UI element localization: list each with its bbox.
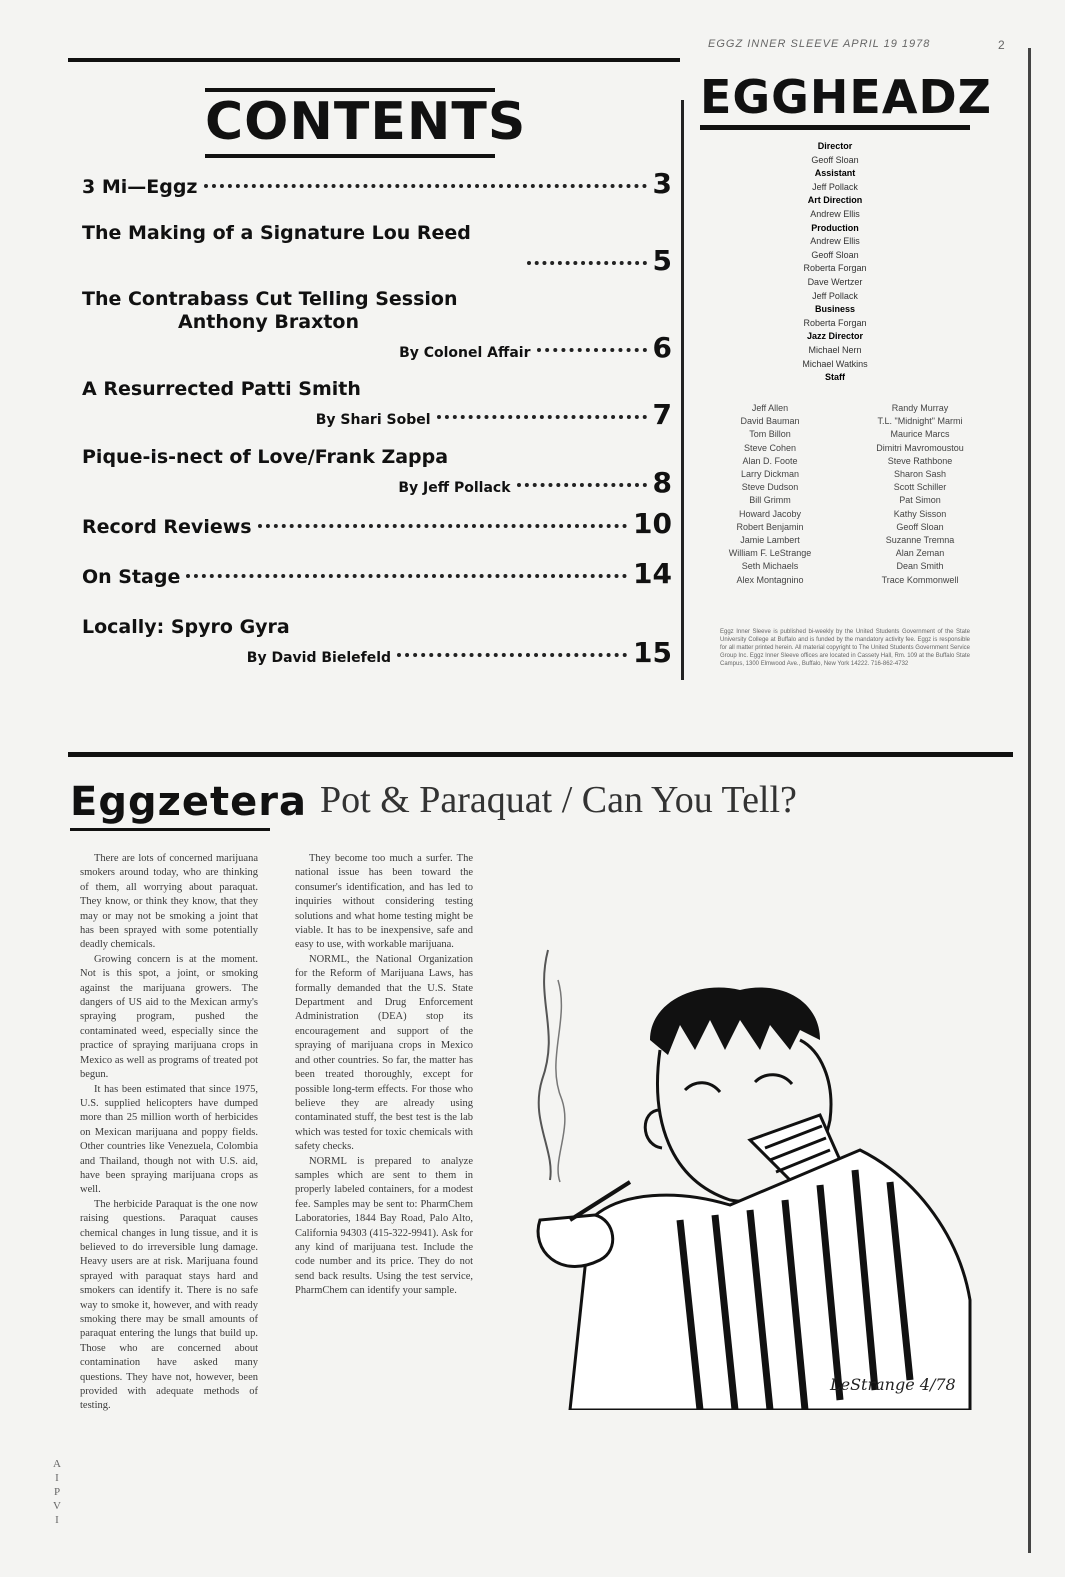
contents-title: CONTENTS [205,88,495,158]
staff-name: Seth Michaels [741,561,799,572]
staff-line: Staff [825,372,845,383]
toc-leader [258,524,627,528]
staff-name: Maurice Marcs [890,429,950,440]
toc-entry[interactable] [82,507,672,540]
toc-page-number: 7 [652,397,672,431]
staff-name: Jamie Lambert [740,535,800,546]
toc-leader [517,483,647,487]
toc-entry[interactable] [82,378,672,429]
staff-column-left [700,402,840,587]
staff-name: Alex Montagnino [736,574,804,585]
hair [650,987,820,1055]
staff-column-right [850,402,990,587]
staff-name: Kathy Sisson [893,508,947,519]
staff-line: Geoff Sloan [811,154,859,165]
toc-entry[interactable] [82,557,672,590]
staff-line: Andrew Ellis [810,236,860,247]
top-rule [68,58,680,62]
article-paragraph: NORML, the National Organization for the Reform of Marijuana Laws, has formally demanded that the U.S. State Department and Drug Enforcement Administration (DEA) stop its encouragement and support of the spraying of marijuana crops in Mexico and other countries. So far, the matter has been treated thoroughly, except for possible long-term effects. For those who believe they are already using contaminated stuff, the best test is the lab which was tested for toxic chemicals with safety checks. [295,953,473,1153]
toc-byline: By David Bielefeld [246,649,392,666]
staff-line: Art Direction [807,195,863,206]
article-paragraph: The herbicide Paraquat is the one now raising questions. Paraquat causes chemical changes in lung tissue, and it is believed to do irreversible lung damage. Heavy users are at risk. Marijuana found sprayed with paraquat stays hard and smokers can identify it. There is no safe way to smoke it, however, and with ready smoking there may be small amounts of paraquat entering the lungs that build up. Those who are concerned about contamination have asked many questions. They have not, however, been provided with adequate methods of testing. [80,1198,258,1412]
article-paragraph: They become too much a surfer. The national issue has been toward the consumer's identification, and has led to inquiries without considering testing solutions and what home testing might be viable. It has to be inexpensive, safe and easy to use, with workable marijuana. [295,853,473,951]
toc-leader [186,574,627,578]
smoker-illustration [500,920,980,1410]
artist-signature: LeStrange 4/78 [830,1375,956,1394]
smoke-wisp [539,950,551,1180]
staff-name: Dean Smith [896,561,944,572]
staff-line: Geoff Sloan [811,249,859,260]
masthead-logo: EGGHEADZ [700,72,970,130]
toc-entry-title: The Making of a Signature Lou Reed [82,222,471,244]
toc-entry[interactable] [82,222,672,275]
toc-entry-title: Locally: Spyro Gyra [82,616,290,638]
column-divider [681,100,684,680]
toc-byline: By Shari Sobel [315,411,431,428]
staff-line: Business [814,304,856,315]
margin-mark: A [53,1458,61,1470]
staff-line: Director [817,141,853,151]
toc-entry-title: On Stage [82,566,181,588]
staff-name: Sharon Sash [893,469,947,480]
staff-line: Jazz Director [806,331,864,342]
toc-entry-title: Pique-is-nect of Love/Frank Zappa [82,446,449,468]
toc-entry-title-line2: Anthony Braxton [178,310,360,333]
article-column-1 [80,852,258,1414]
toc-page-number: 10 [633,507,672,540]
staff-name: Howard Jacoby [738,508,802,519]
toc-byline: By Colonel Affair [399,344,531,361]
publication-fineprint: Eggz Inner Sleeve is published bi-weekly by the United Students Government of the State University College at Buffalo and is funded by the mandatory activity fee. Eggz is responsible for all matter printed herein. All material copyright to The United Students Government Service Group Inc. Eggz Inner Sleeve offices are located in Cassety Hall, Rm. 109 at the Buffalo State Campus, 1300 Elmwood Ave., Buffalo, New York 14222. 716-862-4732 [720,629,970,667]
staff-name: Dimitri Mavromoustou [876,442,964,453]
staff-name: Scott Schiller [893,482,947,493]
staff-name: Alan D. Foote [742,455,798,466]
page-edge-rule [1028,48,1031,1553]
article-paragraph: Growing concern is at the moment. Not is this spot, a joint, or smoking against the marijuana growers. The dangers of US aid to the Mexican army's spraying program, pushed the contaminated weed, especially since the practice of spraying marijuana crops in Mexico as well as programs of treated pot begun. [80,953,258,1081]
staff-name: Robert Benjamin [736,521,804,532]
toc-entry[interactable] [82,288,672,362]
staff-name: T.L. "Midnight" Marmi [877,416,963,427]
toc-page-number: 3 [652,167,672,200]
staff-line: Michael Watkins [802,358,868,369]
staff-name: Steve Rathbone [887,455,953,466]
cigarette-hand [538,1215,613,1266]
eye [685,1083,720,1092]
toc-leader [537,348,647,352]
toc-leader [397,653,627,657]
toc-leader [527,261,647,265]
article-paragraph: NORML is prepared to analyze samples which are sent to them in properly labeled containers, for a modest fee. Samples may be sent to: PharmChem Laboratories, 1844 Bay Road, Palo Alto, California 94303 (415-322-9941). Ask for any kind of marijuana test. Include the code number and its price. They do not send back results. Using the test service, PharmChem can identify your sample. [295,1155,473,1297]
staff-name: David Bauman [740,416,800,427]
toc-entry[interactable] [82,167,672,200]
staff-line: Dave Wertzer [807,276,863,287]
section-title: Eggzetera [70,778,270,831]
toc-leader [437,415,647,419]
article-paragraph: There are lots of concerned marijuana smokers around today, who are thinking of them, all worrying about paraquat. They know, or think they know, that they may or may not be smoking a joint that has been sprayed with some potentially deadly chemicals. [80,853,258,951]
page-number: 2 [998,38,1005,52]
section-rule [68,752,1013,757]
staff-list [760,140,910,385]
toc-page-number: 5 [652,243,672,277]
staff-columns [700,402,990,587]
staff-line: Michael Nern [808,344,862,355]
staff-name: Geoff Sloan [896,521,944,532]
toc-page-number: 6 [652,330,672,364]
staff-name: Bill Grimm [749,495,791,506]
staff-name: William F. LeStrange [728,548,812,559]
staff-name: Suzanne Tremna [885,535,955,546]
article-column-2 [295,852,473,1299]
toc-entry[interactable] [82,446,672,497]
toc-entry-title: The Contrabass Cut Telling Session [82,288,458,310]
staff-name: Steve Cohen [743,442,797,453]
smoke-wisp [556,980,565,1182]
margin-mark: I [55,1472,59,1484]
margin-mark: I [55,1514,59,1526]
staff-name: Randy Murray [891,403,949,413]
toc-page-number: 14 [633,557,672,590]
staff-name: Pat Simon [899,495,941,506]
staff-line: Andrew Ellis [810,208,860,219]
staff-line: Jeff Pollack [812,181,858,192]
running-head: EGGZ INNER SLEEVE APRIL 19 1978 [708,38,931,50]
staff-line: Assistant [814,168,856,179]
margin-mark: P [53,1486,61,1498]
staff-name: Tom Billon [749,429,791,440]
article-headline: Pot & Paraquat / Can You Tell? [320,779,797,821]
toc-entry[interactable] [82,616,672,667]
toc-page-number: 15 [633,635,672,669]
staff-line: Jeff Pollack [812,290,858,301]
toc-leader [204,184,647,188]
article-paragraph: It has been estimated that since 1975, U.S. supplied helicopters have dumped more than 25 million worth of herbicides on Mexican marijuana and poppy fields. Other countries like Venezuela, Colombia and Thailand, though not with U.S. aid, have been spraying marijuana crops as well. [80,1083,258,1196]
staff-name: Steve Dudson [741,482,799,493]
toc-entry-title: 3 Mi—Eggz [82,176,198,198]
toc-entry-title: A Resurrected Patti Smith [82,378,361,400]
staff-name: Trace Kommonwell [881,574,959,585]
toc-byline: By Jeff Pollack [398,479,511,496]
staff-line: Production [811,222,859,233]
staff-line: Roberta Forgan [803,263,867,274]
eye [755,1075,792,1084]
staff-name: Jeff Allen [751,403,789,413]
toc-page-number: 8 [652,465,672,499]
toc-entry-title: Record Reviews [82,516,252,538]
masthead [700,70,992,130]
staff-line: Roberta Forgan [803,317,867,328]
staff-name: Larry Dickman [740,469,799,480]
staff-name: Alan Zeman [895,548,945,559]
margin-mark: V [53,1500,61,1512]
